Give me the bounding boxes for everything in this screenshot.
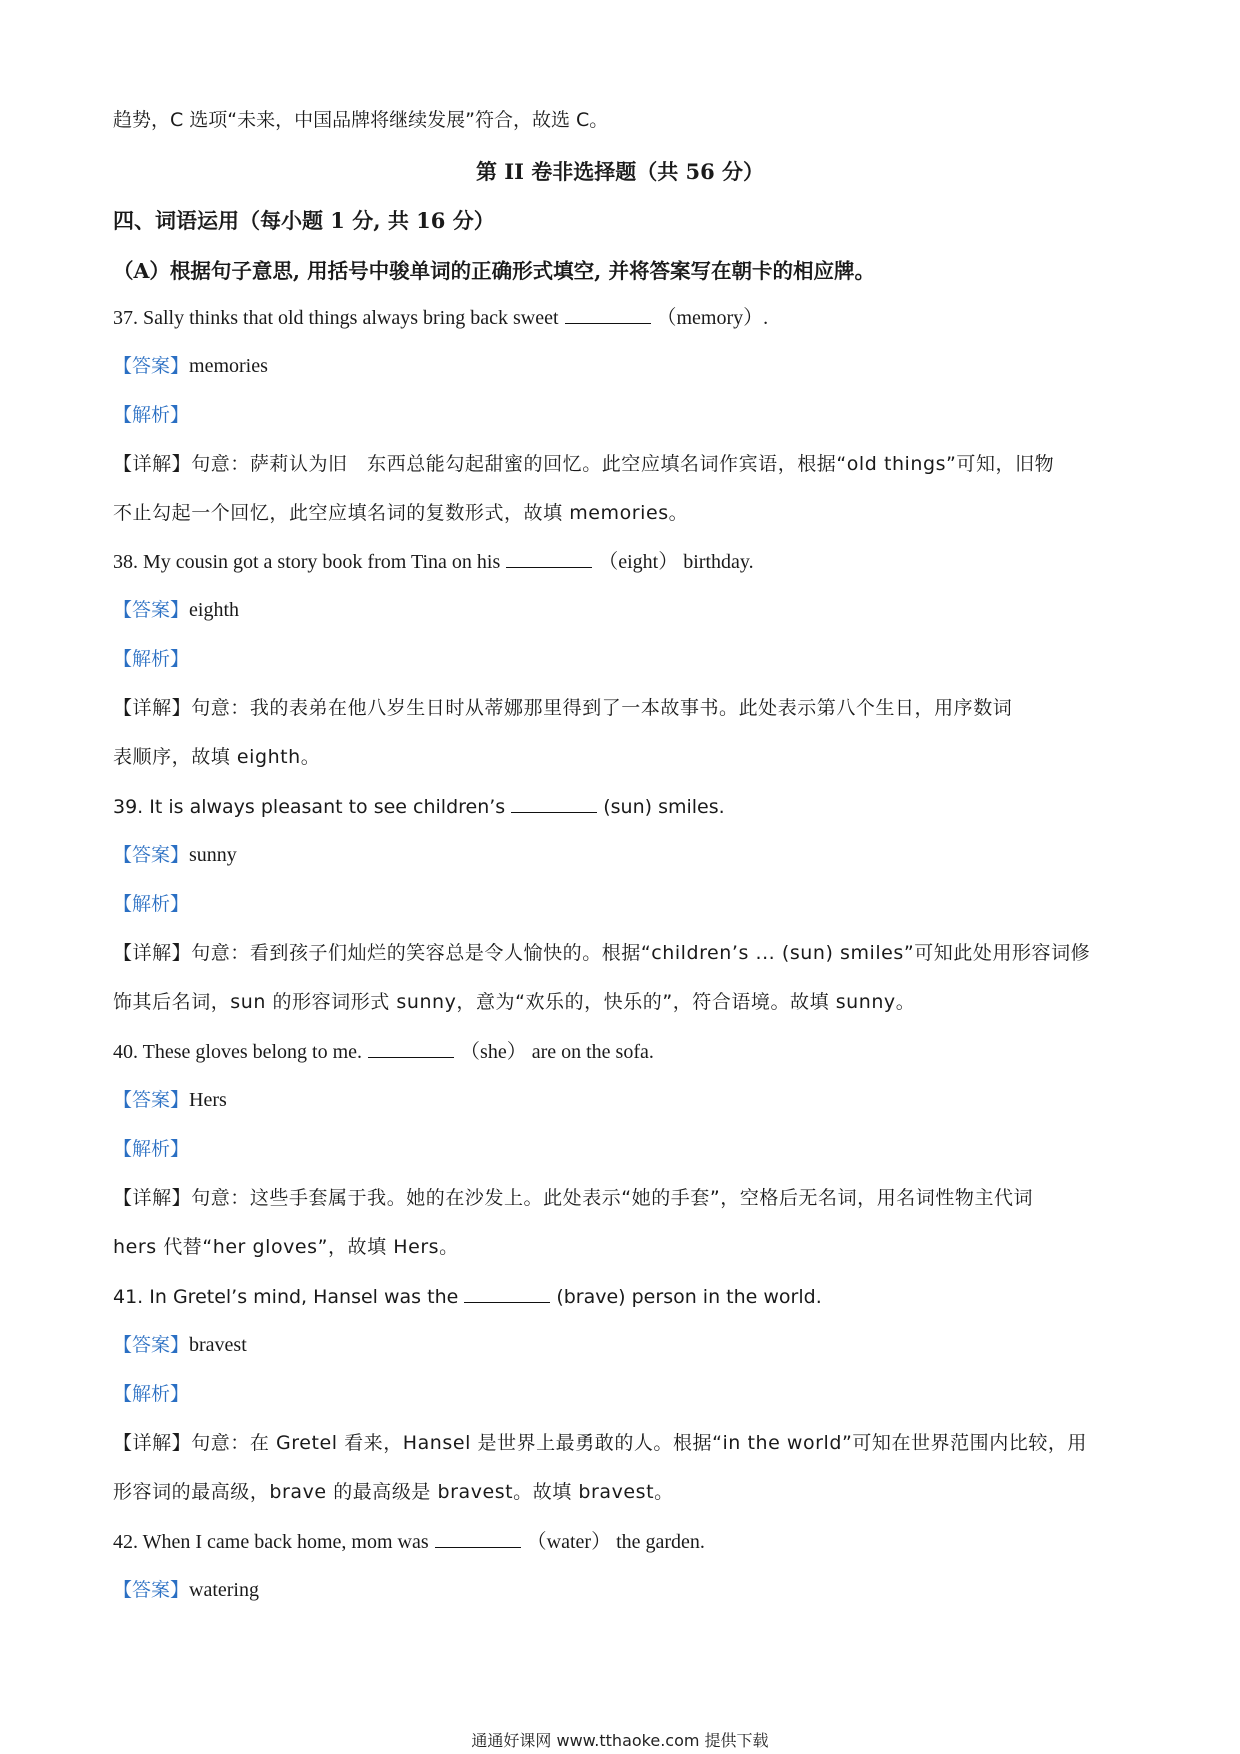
detail-line-41-1 xyxy=(113,1431,1087,1455)
answer-line-42 xyxy=(113,1578,259,1602)
question-number: 37. xyxy=(113,307,138,329)
question-40 xyxy=(113,1039,654,1064)
question-number: 42. xyxy=(113,1531,138,1553)
answer-blank xyxy=(368,1039,454,1058)
answer-line-41 xyxy=(113,1333,247,1357)
answer-blank xyxy=(435,1529,521,1548)
question-hint: (brave) person in the world. xyxy=(556,1286,822,1308)
question-hint: （water） the garden. xyxy=(526,1531,705,1553)
analysis-label-37 xyxy=(113,403,189,427)
detail-line-39-2: 饰其后名词，sun 的形容词形式 sunny，意为“欢乐的，快乐的”，符合语境。故填 sunny。 xyxy=(113,991,916,1013)
question-text: My cousin got a story book from Tina on his xyxy=(143,551,501,573)
question-hint: （memory）. xyxy=(656,307,769,329)
analysis-label-39 xyxy=(113,892,189,916)
answer-value: Hers xyxy=(189,1089,227,1111)
detail-line-40-2: hers 代替“her gloves”，故填 Hers。 xyxy=(113,1236,459,1258)
question-number: 39. xyxy=(113,796,144,818)
detail-line-39-1 xyxy=(113,941,1090,965)
answer-line-40 xyxy=(113,1088,227,1112)
question-41 xyxy=(113,1284,822,1309)
question-38 xyxy=(113,549,754,574)
section-title: 第 II 卷非选择题（共 56 分） xyxy=(475,159,765,184)
answer-blank xyxy=(565,305,651,324)
answer-line-38 xyxy=(113,598,239,622)
question-number: 40. xyxy=(113,1041,138,1063)
question-text: Sally thinks that old things always bring back sweet xyxy=(143,307,559,329)
detail-line-41-2: 形容词的最高级，brave 的最高级是 bravest。故填 bravest。 xyxy=(113,1481,674,1503)
question-37 xyxy=(113,305,768,330)
answer-line-39 xyxy=(113,843,237,867)
analysis-label-38 xyxy=(113,647,189,671)
answer-label: 【答案】 xyxy=(113,599,190,621)
detail-text: 句意：萨莉认为旧 东西总能勾起甜蜜的回忆。此空应填名词作宾语，根据“old things”可知，旧物 xyxy=(191,453,1055,475)
detail-label: 【详解】 xyxy=(113,453,192,475)
detail-text: 句意：在 Gretel 看来，Hansel 是世界上最勇敢的人。根据“in the world”可知在世界范围内比较，用 xyxy=(191,1432,1087,1454)
detail-text: 句意：我的表弟在他八岁生日时从蒂娜那里得到了一本故事书。此处表示第八个生日，用序数词 xyxy=(191,697,1013,719)
question-text: In Gretel’s mind, Hansel was the xyxy=(149,1286,459,1308)
answer-value: sunny xyxy=(189,844,237,866)
detail-label: 【详解】 xyxy=(113,1432,192,1454)
question-text: When I came back home, mom was xyxy=(142,1531,429,1553)
intro-line: 趋势，C 选项“未来，中国品牌将继续发展”符合，故选 C。 xyxy=(113,109,609,131)
answer-blank xyxy=(506,549,592,568)
question-text: These gloves belong to me. xyxy=(142,1041,363,1063)
detail-text: 句意：看到孩子们灿烂的笑容总是令人愉快的。根据“children’s ... (sun) smiles”可知此处用形容词修 xyxy=(191,942,1091,964)
analysis-label: 【解析】 xyxy=(113,648,190,670)
answer-line-37 xyxy=(113,354,268,378)
question-hint: （eight） birthday. xyxy=(598,551,754,573)
answer-label: 【答案】 xyxy=(113,1089,190,1111)
detail-line-38-2: 表顺序，故填 eighth。 xyxy=(113,746,321,768)
answer-label: 【答案】 xyxy=(113,1334,190,1356)
part-title: 四、词语运用（每小题 1 分, 共 16 分） xyxy=(113,208,495,233)
detail-line-40-1 xyxy=(113,1186,1033,1210)
detail-line-38-1 xyxy=(113,696,1012,720)
question-hint: (sun) smiles. xyxy=(603,796,725,818)
question-number: 38. xyxy=(113,551,138,573)
answer-blank xyxy=(511,794,597,813)
answer-label: 【答案】 xyxy=(113,355,190,377)
detail-text: 句意：这些手套属于我。她的在沙发上。此处表示“她的手套”，空格后无名词，用名词性物主代词 xyxy=(191,1187,1034,1209)
answer-value: watering xyxy=(189,1579,259,1601)
analysis-label-40 xyxy=(113,1137,189,1161)
detail-line-37-1 xyxy=(113,452,1054,476)
analysis-label: 【解析】 xyxy=(113,1138,190,1160)
answer-blank xyxy=(464,1284,550,1303)
answer-value: eighth xyxy=(189,599,240,621)
question-42 xyxy=(113,1529,705,1554)
detail-label: 【详解】 xyxy=(113,942,192,964)
analysis-label: 【解析】 xyxy=(113,404,190,426)
question-text: It is always pleasant to see children’s xyxy=(149,796,506,818)
question-number: 41. xyxy=(113,1286,144,1308)
question-hint: （she） are on the sofa. xyxy=(460,1041,654,1063)
detail-label: 【详解】 xyxy=(113,1187,192,1209)
answer-label: 【答案】 xyxy=(113,844,190,866)
answer-label: 【答案】 xyxy=(113,1579,190,1601)
analysis-label: 【解析】 xyxy=(113,893,190,915)
page-footer: 通通好课网 www.tthaoke.com 提供下载 xyxy=(471,1731,769,1750)
question-39 xyxy=(113,794,725,819)
analysis-label-41 xyxy=(113,1382,189,1406)
answer-value: bravest xyxy=(189,1334,247,1356)
analysis-label: 【解析】 xyxy=(113,1383,190,1405)
answer-value: memories xyxy=(189,355,268,377)
detail-line-37-2: 不止勾起一个回忆，此空应填名词的复数形式，故填 memories。 xyxy=(113,502,689,524)
sub-instruction: （A）根据句子意思, 用括号中骏单词的正确形式填空, 并将答案写在朝卡的相应牌。 xyxy=(113,259,875,283)
detail-label: 【详解】 xyxy=(113,697,192,719)
